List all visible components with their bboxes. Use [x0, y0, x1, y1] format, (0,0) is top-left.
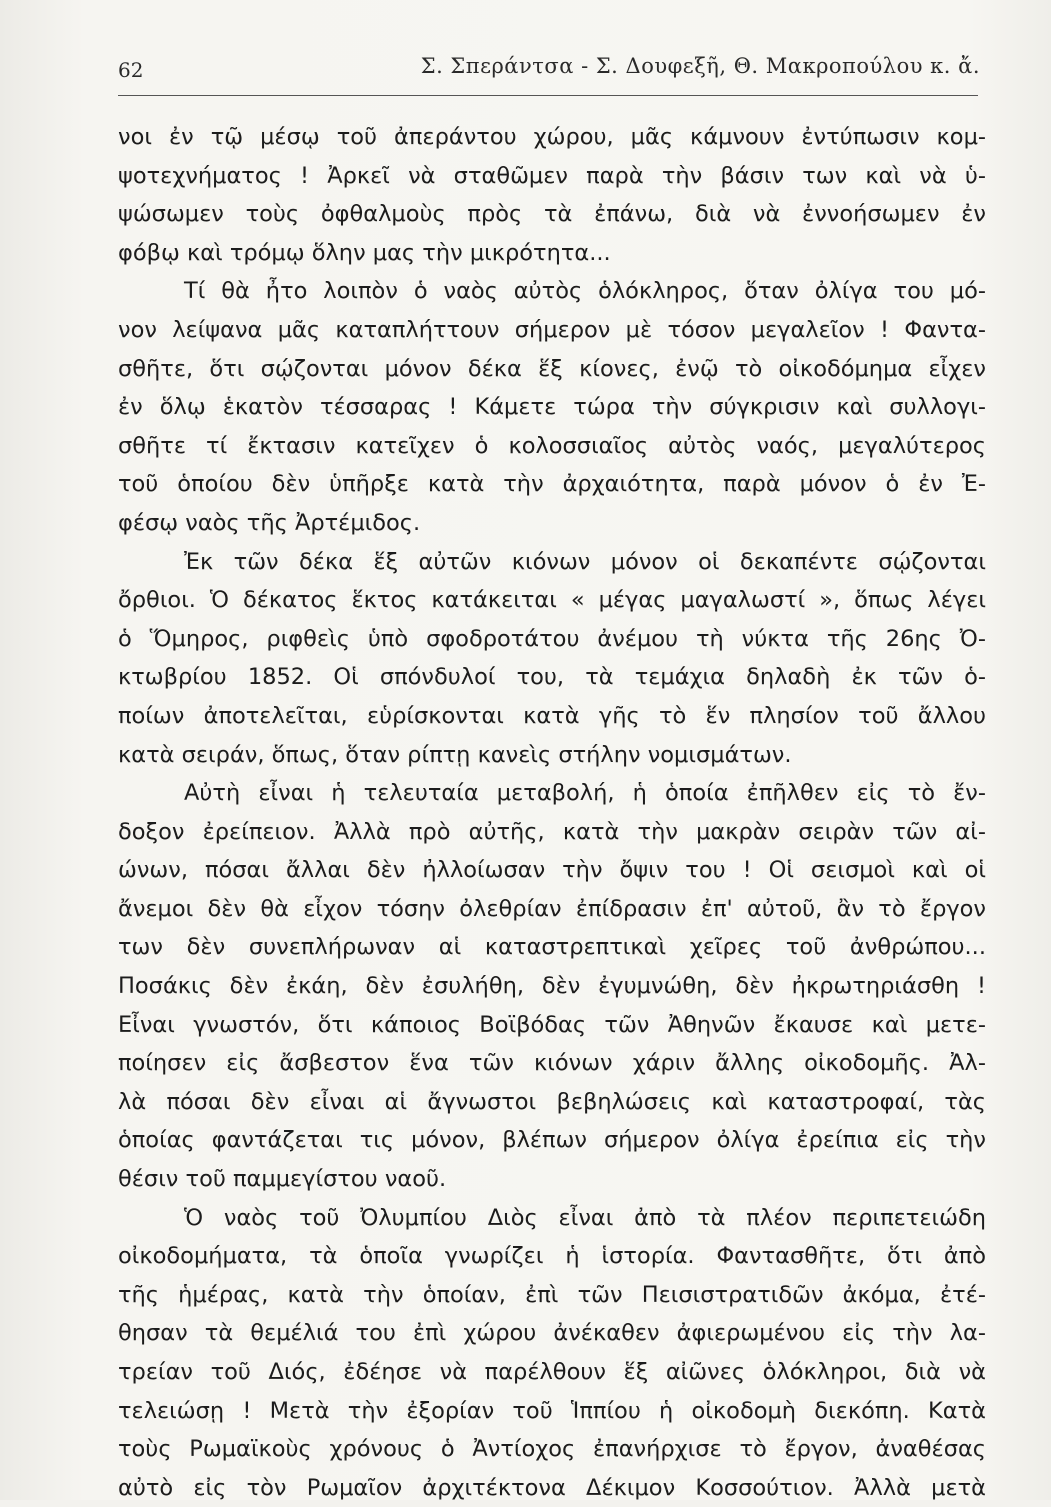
- text-line: νοι ἐν τῷ μέσῳ τοῦ ἀπεράντου χώρου, μᾶς κάμνουν ἐντύπωσιν κομ-: [118, 124, 986, 150]
- text-line: οἰκοδομήματα, τὰ ὁποῖα γνωρίζει ἡ ἱστορία. Φαντασθῆτε, ὅτι ἀπὸ: [118, 1243, 986, 1270]
- page-number: 62: [118, 58, 144, 82]
- text-line: ὄρθιοι. Ὁ δέκατος ἕκτος κατάκειται « μέγας μαγαλωστί », ὅπως λέγει: [118, 587, 986, 614]
- text-line: Αὐτὴ εἶναι ἡ τελευταία μεταβολή, ἡ ὁποία ἐπῆλθεν εἰς τὸ ἔν-: [184, 780, 986, 807]
- header-rule: [118, 95, 978, 96]
- text-line: τοῦ ὁποίου δὲν ὑπῆρξε κατὰ τὴν ἀρχαιότητα, παρὰ μόνον ὁ ἐν Ἐ-: [118, 471, 986, 498]
- text-line: θέσιν τοῦ παμμεγίστου ναοῦ.: [118, 1166, 447, 1193]
- text-line: νον λείψανα μᾶς καταπλήττουν σήμερον μὲ τόσον μεγαλεῖον ! Φαντα-: [118, 316, 986, 343]
- text-line: Εἶναι γνωστόν, ὅτι κάποιος Βοϊβόδας τῶν Ἀθηνῶν ἔκαυσε καὶ μετε-: [118, 1011, 986, 1038]
- text-line: δοξον ἐρείπειον. Ἀλλὰ πρὸ αὐτῆς, κατὰ τὴν μακρὰν σειρὰν τῶν αἰ-: [118, 818, 986, 845]
- text-line: ὁποίας φαντάζεται τις μόνον, βλέπων σήμερον ὀλίγα ἐρείπια εἰς τὴν: [118, 1127, 986, 1154]
- text-line: τελειώσῃ ! Μετὰ τὴν ἐξορίαν τοῦ Ἱππίου ἡ οἰκοδομὴ διεκόπη. Κατὰ: [118, 1397, 986, 1424]
- text-line: των δὲν συνεπλήρωναν αἱ καταστρεπτικαὶ χεῖρες τοῦ ἀνθρώπου...: [118, 934, 986, 961]
- text-line: Ὁ ναὸς τοῦ Ὀλυμπίου Διὸς εἶναι ἀπὸ τὰ πλέον περιπετειώδη: [184, 1204, 986, 1231]
- text-line: θησαν τὰ θεμέλιά του ἐπὶ χώρου ἀνέκαθεν ἀφιερωμένου εἰς τὴν λα-: [118, 1320, 986, 1347]
- text-line: σθῆτε τί ἔκτασιν κατεῖχεν ὁ κολοσσιαῖος αὐτὸς ναός, μεγαλύτερος: [118, 432, 986, 459]
- text-line: Τί θὰ ἦτο λοιπὸν ὁ ναὸς αὐτὸς ὁλόκληρος, ὅταν ὀλίγα του μό-: [184, 278, 986, 305]
- text-line: Ποσάκις δὲν ἐκάη, δὲν ἐσυλήθη, δὲν ἐγυμνώθη, δὲν ἠκρωτηριάσθη !: [118, 973, 986, 1000]
- text-line: ὁ Ὅμηρος, ριφθεὶς ὑπὸ σφοδροτάτου ἀνέμου τὴ νύκτα τῆς 26ης Ὀ-: [118, 625, 986, 652]
- text-line: ἄνεμοι δὲν θὰ εἶχον τόσην ὀλεθρίαν ἐπίδρασιν ἐπ' αὐτοῦ, ἂν τὸ ἔργον: [118, 895, 986, 922]
- text-line: λὰ πόσαι δὲν εἶναι αἱ ἄγνωστοι βεβηλώσεις καὶ καταστροφαί, τὰς: [118, 1088, 986, 1115]
- text-line: κτωβρίου 1852. Οἱ σπόνδυλοί του, τὰ τεμάχια δηλαδὴ ἐκ τῶν ὁ-: [118, 664, 986, 691]
- text-line: σθῆτε, ὅτι σῴζονται μόνον δέκα ἕξ κίονες, ἐνῷ τὸ οἰκοδόμημα εἶχεν: [118, 355, 986, 382]
- text-line: ψοτεχνήματος ! Ἀρκεῖ νὰ σταθῶμεν παρὰ τὴν βάσιν των καὶ νὰ ὑ-: [118, 162, 986, 189]
- text-line: τρείαν τοῦ Διός, ἐδέησε νὰ παρέλθουν ἕξ αἰῶνες ὁλόκληροι, διὰ νὰ: [118, 1359, 986, 1385]
- page-header: [118, 52, 980, 92]
- text-line: ώνων, πόσαι ἄλλαι δὲν ἠλλοίωσαν τὴν ὄψιν του ! Οἱ σεισμοὶ καὶ οἱ: [118, 857, 986, 884]
- text-line: τῆς ἡμέρας, κατὰ τὴν ὁποίαν, ἐπὶ τῶν Πεισιστρατιδῶν ἀκόμα, ἐτέ-: [118, 1281, 986, 1308]
- body-text: [118, 118, 986, 1507]
- text-line: αὐτὸ εἰς τὸν Ρωμαῖον ἀρχιτέκτονα Δέκιμον Κοσσούτιον. Ἀλλὰ μετὰ: [118, 1474, 986, 1501]
- text-line: κατὰ σειράν, ὅπως, ὅταν ρίπτῃ κανεὶς στήλην νομισμάτων.: [118, 741, 792, 768]
- text-line: τοὺς Ρωμαϊκοὺς χρόνους ὁ Ἀντίοχος ἐπανήρχισε τὸ ἔργον, ἀναθέσας: [118, 1436, 986, 1463]
- text-line: φόβῳ καὶ τρόμῳ ὅλην μας τὴν μικρότητα...: [118, 239, 611, 266]
- text-line: ποίων ἀποτελεῖται, εὑρίσκονται κατὰ γῆς τὸ ἕν πλησίον τοῦ ἄλλου: [118, 702, 986, 729]
- text-line: φέσῳ ναὸς τῆς Ἀρτέμιδος.: [118, 509, 421, 536]
- text-line: ψώσωμεν τοὺς ὀφθαλμοὺς πρὸς τὰ ἐπάνω, διὰ νὰ ἐννοήσωμεν ἐν: [118, 201, 986, 228]
- text-line: ἐν ὅλῳ ἑκατὸν τέσσαρας ! Κάμετε τώρα τὴν σύγκρισιν καὶ συλλογι-: [118, 394, 986, 421]
- running-head: Σ. Σπεράντσα - Σ. Δουφεξῆ, Θ. Μακροπούλου κ. ἄ.: [420, 54, 980, 78]
- text-line: ποίησεν εἰς ἄσβεστον ἕνα τῶν κιόνων χάριν ἄλλης οἰκοδομῆς. Ἀλ-: [118, 1050, 986, 1077]
- text-line: Ἐκ τῶν δέκα ἕξ αὐτῶν κιόνων μόνον οἱ δεκαπέντε σῴζονται: [184, 548, 986, 575]
